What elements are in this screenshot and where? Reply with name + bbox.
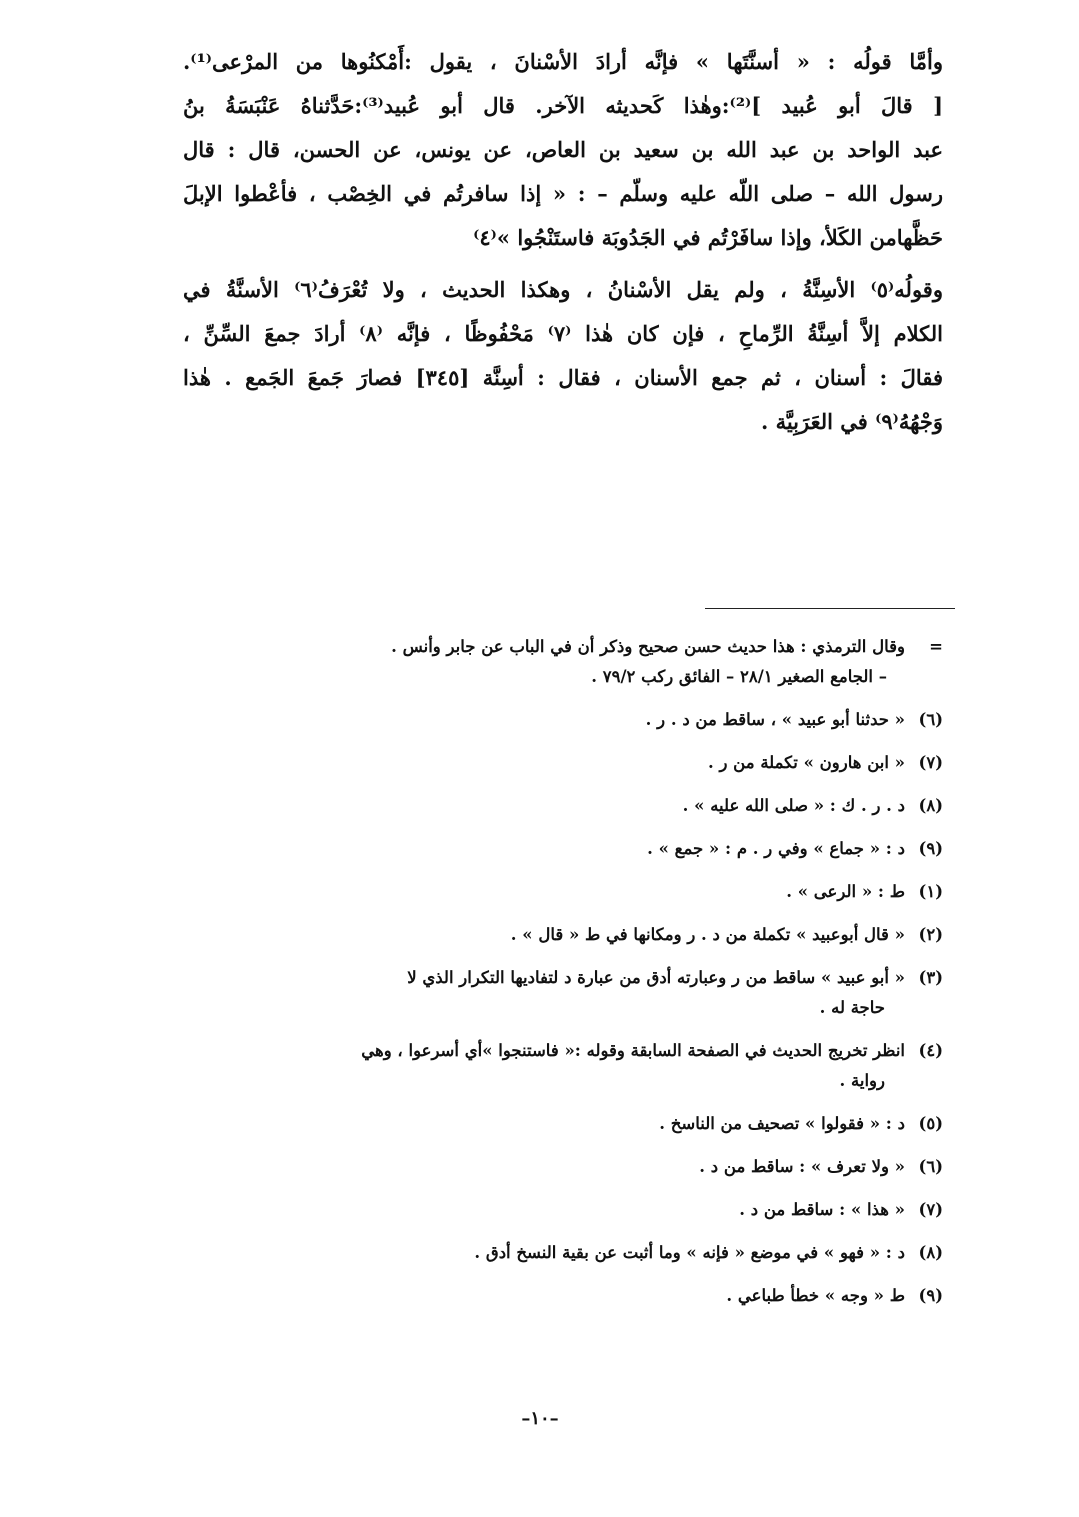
main-text-line: حَظَّهامن الكَلأ، وإذا سافَرْتُم في الجَدُوبَة فاستَنْجُوا »⁽٤⁾	[473, 225, 943, 250]
footnote	[183, 1152, 943, 1182]
main-text-line: رسول الله – صلى اللّه عليه وسلّم – : « إذا سافرتُم في الخِصْب ، فأعْطوا الإبلَ	[183, 181, 943, 206]
footnote	[183, 963, 943, 1023]
footnotes-block	[183, 632, 943, 1324]
footnote-mark: (٢)	[918, 925, 943, 944]
footnote-text: « ولا تعرف » : ساقط من د .	[699, 1157, 905, 1176]
main-text-line: عبد الواحد بن عبد الله بن سعيد بن العاص، عن يونس، عن الحسن، قال : قال	[183, 137, 943, 162]
footnote-text: د . ر . ك : « صلى الله عليه » .	[682, 796, 905, 815]
footnote-mark: (٧)	[918, 753, 943, 772]
footnote-mark: (٨)	[918, 796, 943, 815]
footnote	[183, 662, 943, 692]
footnote	[183, 1109, 943, 1139]
main-text-line: وَجْهُهُ⁽٩⁾ في العَرَبِيَّة .	[760, 409, 943, 434]
footnote-text: « قال أبوعبيد » تكملة من د . ر ومكانها في ط « قال » .	[510, 925, 905, 944]
footnote-text: « هذا » : ساقط من د .	[739, 1200, 905, 1219]
footnote-mark: (٦)	[918, 710, 943, 729]
footnote-text: ط : « الرعى » .	[786, 882, 905, 901]
footnote	[183, 1036, 943, 1096]
footnote-mark: =	[929, 637, 943, 656]
footnote-mark: (٩)	[918, 1286, 943, 1305]
footnote-text: د : « فقولوا » تصحيف من الناسخ .	[659, 1114, 905, 1133]
footnote-text: – الجامع الصغير ٢٨/١ – الفائق ركب ٧٩/٢ .	[591, 667, 887, 686]
footnote-mark: (٦)	[918, 1157, 943, 1176]
footnote-text: وقال الترمذي : هذا حديث حسن صحيح وذكر أن في الباب عن جابر وأنس .	[391, 637, 905, 656]
footnote-text: « ابن هارون » تكملة من ر .	[707, 753, 905, 772]
footnote	[183, 705, 943, 735]
footnote-mark: (٧)	[918, 1200, 943, 1219]
main-text-line: [ قالَ أبو عُبيد ]⁽²⁾:وهٰذا كَحديثه الآخر. قال أبو عُبيد⁽³⁾:حَدَّثناهُ عَنْبَسَةُ بنُ	[183, 93, 943, 118]
main-text-line: وأمَّا قولُه : « أسنَّتَها » فإنَّه أرادَ الأسْنانَ ، يقول :أَمْكنُوها من المرْعى⁽¹⁾.	[183, 49, 943, 74]
main-text-line: فقالَ : أسنان ، ثم جمع الأسنان ، فقال : أسِنَّة [٣٤٥] فصارَ جَمعَ الجَمع . هٰذا	[183, 365, 943, 390]
footnote-text: انظر تخريج الحديث في الصفحة السابقة وقوله :« فاستنجوا »أي أسرعوا ، وهي رواية .	[361, 1041, 905, 1090]
footnote-text: « أبو عبيد » ساقط من ر وعبارته أدق من عبارة د لتفاديها التكرار الذي لا حاجة له .	[407, 968, 905, 1017]
footnote	[183, 791, 943, 821]
footnote-mark: (٩)	[918, 839, 943, 858]
footnote	[183, 632, 943, 662]
footnote	[183, 920, 943, 950]
page-number: –١٠–	[521, 1408, 559, 1429]
footnote-text: د : « جماع » وفي ر . م : « جمع » .	[647, 839, 905, 858]
footnote-mark: (٣)	[918, 968, 943, 987]
footnote	[183, 748, 943, 778]
footnote	[183, 1195, 943, 1225]
footnote-text: « حدثنا أبو عبيد » ، ساقط من د . ر .	[645, 710, 905, 729]
footnote-mark: (٨)	[918, 1243, 943, 1262]
footnote-mark: (٥)	[918, 1114, 943, 1133]
main-text-line: الكلام إلاَّ أسِنَّةُ الرِّماحِ ، فإن كان هٰذا ⁽٧⁾ مَحْفُوظًا ، فإنَّه ⁽٨⁾ أرادَ جمعَ السِّنِّ ،	[183, 321, 943, 346]
footnote	[183, 877, 943, 907]
footnote-mark: (١)	[918, 882, 943, 901]
footnote	[183, 834, 943, 864]
main-text-line: وقولُه⁽٥⁾ الأسِنَّةُ ، ولم يقل الأسْنانُ ، وهكذا الحديث ، ولا تُعْرَفُ⁽٦⁾ الأسنَّةُ في	[183, 277, 943, 302]
footnote-separator	[705, 608, 955, 609]
footnote	[183, 1281, 943, 1311]
footnote-text: ط « وجه » خطأ طباعي .	[726, 1286, 905, 1305]
footnote	[183, 1238, 943, 1268]
main-text-block	[183, 40, 943, 444]
footnote-mark: (٤)	[918, 1041, 943, 1060]
footnote-text: د : « فهو » في موضع « فإنه » وما أثبت عن بقية النسخ أدق .	[474, 1243, 905, 1262]
